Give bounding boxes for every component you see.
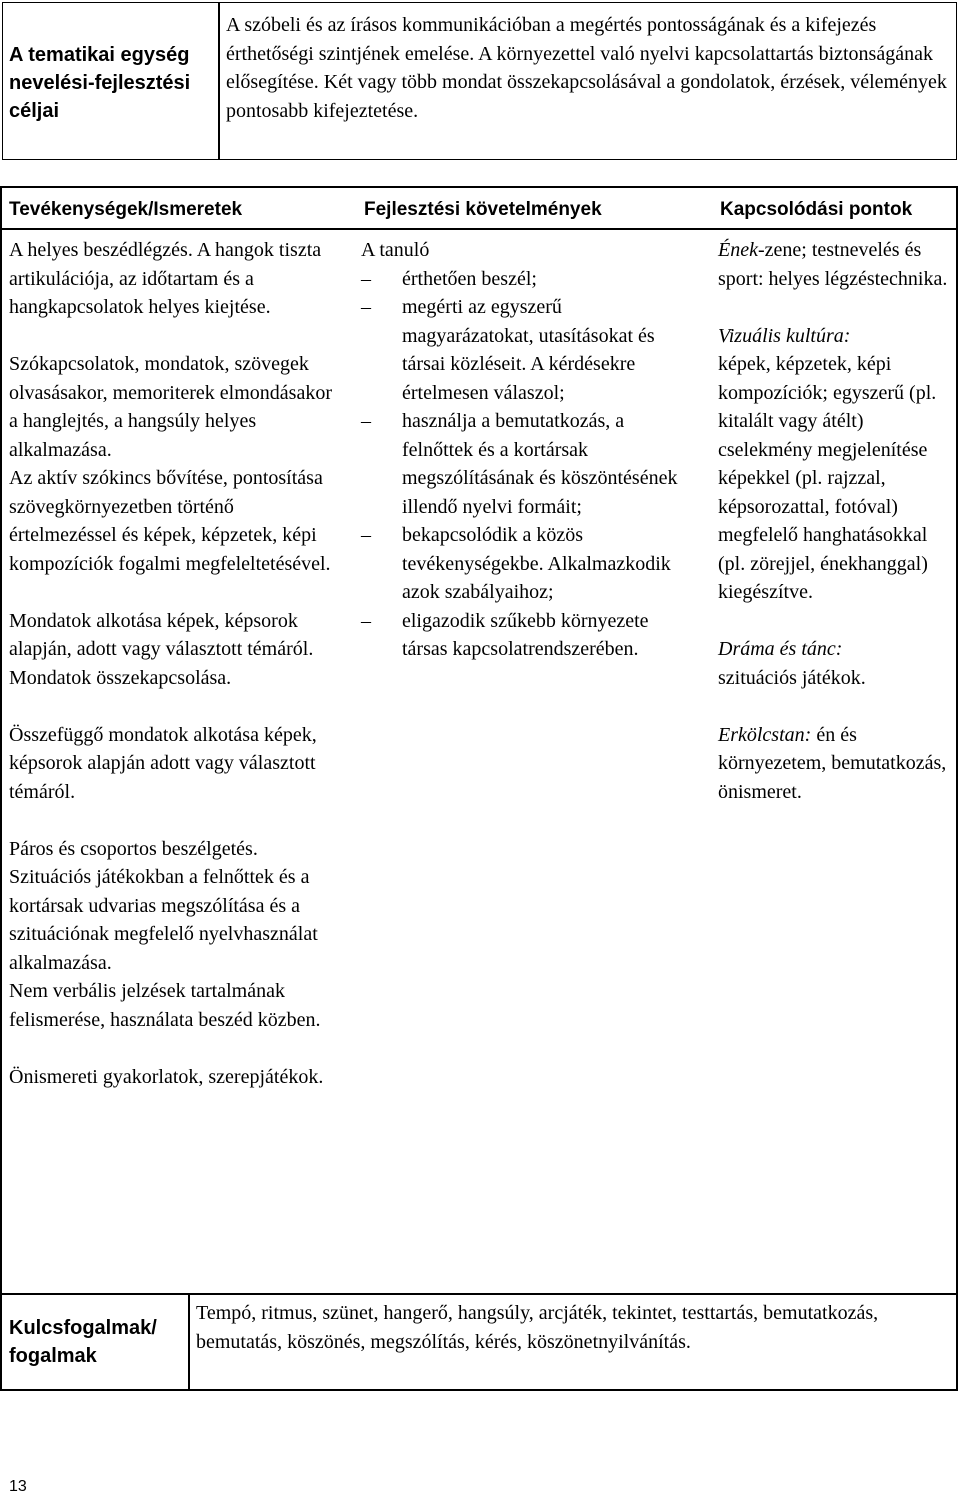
requirement-item: – megérti az egyszerű magyarázatokat, utasításokat és társai közléseit. A kérdésekre értelmesen válaszol; xyxy=(361,293,697,407)
main-table-right-border xyxy=(956,186,958,1391)
connection-music-text: -zene; testnevelés és sport: helyes légzéstechnika. xyxy=(718,239,948,290)
activity-paragraph: A helyes beszédlégzés. A hangok tiszta artikulációja, az időtartam és a hangkapcsolatok helyes kiejtése. xyxy=(9,239,322,318)
activity-paragraph: Szituációs játékokban a felnőttek és a kortársak udvarias megszólítása és a szituációnak megfelelő nyelvhasználat alkalmazása. xyxy=(9,866,318,974)
goals-label: A tematikai egység nevelési-fejlesztési céljai xyxy=(9,44,191,122)
activity-paragraph: Összefüggő mondatok alkotása képek, képsorok alapján adott vagy választott témáról. xyxy=(9,723,317,803)
connection-ethics-text: én és környezetem, bemutatkozás, önismeret. xyxy=(718,723,947,803)
connection-visual-title: Vizuális kultúra: xyxy=(718,324,851,347)
header-activities: Tevékenységek/Ismeretek xyxy=(9,199,243,220)
activity-paragraph: Önismereti gyakorlatok, szerepjátékok. xyxy=(9,1065,324,1088)
keywords-divider xyxy=(188,1293,190,1390)
goals-text: A szóbeli és az írásos kommunikációban a megértés pontosságának és a kifejezés érthetőségi szintjének emelése. A környezettel való nyelvi kapcsolattartás biztonságának elősegítése. Két vagy több mondat összekapcsolásával a gondolatok, érzések, vélemények pontosabb kifejeztetése. xyxy=(226,14,947,122)
goals-divider xyxy=(218,2,220,160)
keywords-top-border xyxy=(0,1293,957,1295)
keywords-label: Kulcsfogalmak/ fogalmak xyxy=(9,1317,157,1367)
connection-drama-title: Dráma és tánc: xyxy=(718,638,843,660)
requirement-item: – használja a bemutatkozás, a felnőttek és a kortársak megszólításának és köszöntésének illendő nyelvi formáit; xyxy=(361,407,697,521)
activity-paragraph: Nem verbális jelzések tartalmának felismerése, használata beszéd közben. xyxy=(9,980,321,1031)
activity-paragraph: Mondatok alkotása képek, képsorok alapján, adott vagy választott témáról. xyxy=(9,609,314,660)
requirement-item: – bekapcsolódik a közös tevékenységekbe. Alkalmazkodik azok szabályaihoz; xyxy=(361,521,697,607)
activity-paragraph: Szókapcsolatok, mondatok, szövegek olvasásakor, memoriterek elmondásakor a hanglejtés, a hangsúly helyes alkalmazása. xyxy=(9,353,332,461)
connection-drama-text: szituációs játékok. xyxy=(718,666,866,689)
connection-ethics xyxy=(718,721,954,807)
requirements-column xyxy=(361,236,697,664)
requirements-intro: A tanuló xyxy=(361,239,430,261)
activity-paragraph: Páros és csoportos beszélgetés. xyxy=(9,837,258,860)
main-table-top-border xyxy=(0,186,957,188)
header-connections: Kapcsolódási pontok xyxy=(720,199,913,220)
requirement-item: – eligazodik szűkebb környezete társas kapcsolatrendszerében. xyxy=(361,607,697,664)
connection-visual-text: képek, képzetek, képi kompozíciók; egyszerű (pl. kitalált vagy átélt) cselekmény megjelenítése képekkel (pl. rajzzal, képsorozattal, fotóval) megfelelő hanghatásokkal (pl. zörejjel, énekhanggal) kiegészítve. xyxy=(718,353,937,603)
requirement-item: – érthetően beszél; xyxy=(361,265,697,294)
activity-paragraph: Mondatok összekapcsolása. xyxy=(9,666,232,689)
connections-column xyxy=(718,236,954,806)
header-requirements: Fejlesztési követelmények xyxy=(364,199,602,220)
keywords-text: Tempó, ritmus, szünet, hangerő, hangsúly, arcjáték, tekintet, testtartás, bemutatkozás, bemutatás, köszönés, megszólítás, kérés, köszönetnyilvánítás. xyxy=(196,1302,879,1353)
activities-column xyxy=(9,236,345,1091)
header-bottom-border xyxy=(0,228,957,230)
page-number: 13 xyxy=(9,1478,27,1495)
connection-music-pe xyxy=(718,236,954,293)
requirements-list xyxy=(361,265,697,664)
main-table-left-border xyxy=(0,186,2,1391)
connection-music-title: Ének xyxy=(718,239,758,261)
activity-paragraph: Az aktív szókincs bővítése, pontosítása szövegkörnyezetben történő értelmezéssel és képek, képzetek, képi kompozíciók fogalmi megfeleltetésével. xyxy=(9,467,331,575)
connection-ethics-title: Erkölcstan: xyxy=(718,723,812,746)
keywords-bottom-border xyxy=(0,1389,957,1391)
